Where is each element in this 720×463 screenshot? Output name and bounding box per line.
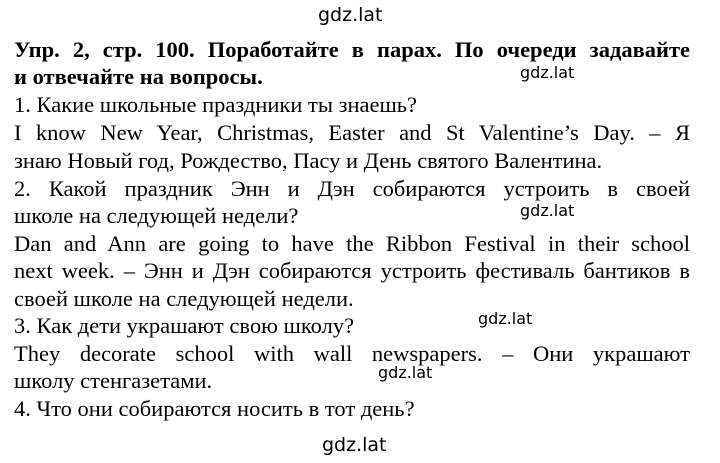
watermark-top: gdz.lat xyxy=(318,4,383,26)
question-1: 1. Какие школьные праздники ты знаешь? xyxy=(14,92,418,117)
answer-1-line-1: I know New Year, Christmas, Easter and St Valentine’s Day. – Я xyxy=(14,120,690,145)
exercise-heading-line-2: и отвечайте на вопросы. xyxy=(14,64,263,89)
answer-3-line-1: They decorate school with wall newspapers. – Они украшают xyxy=(14,341,690,366)
answer-2-line-1: Dan and Ann are going to have the Ribbon Festival in their school xyxy=(14,231,690,256)
question-4: 4. Что они собираются носить в тот день? xyxy=(14,396,415,421)
answer-1-line-2: знаю Новый год, Рождество, Пасу и День святого Валентина. xyxy=(14,148,603,173)
watermark: gdz.lat xyxy=(520,63,575,82)
answer-3-line-2: школу стенгазетами. xyxy=(14,368,213,393)
question-2-line-1: 2. Какой праздник Энн и Дэн собираются устроить в своей xyxy=(14,176,690,201)
watermark: gdz.lat xyxy=(378,363,433,382)
watermark: gdz.lat xyxy=(478,309,533,328)
answer-2-line-3: своей школе на следующей недели. xyxy=(14,286,354,311)
watermark: gdz.lat xyxy=(520,201,575,220)
watermark-bottom: gdz.lat xyxy=(322,434,387,456)
question-2-line-2: школе на следующей недели? xyxy=(14,203,299,228)
exercise-heading-line-1: Упр. 2, стр. 100. Поработайте в парах. По очереди задавайте xyxy=(14,37,690,62)
answer-2-line-2: next week. – Энн и Дэн собираются устроить фестиваль бантиков в xyxy=(14,258,690,283)
question-3: 3. Как дети украшают свою школу? xyxy=(14,313,355,338)
